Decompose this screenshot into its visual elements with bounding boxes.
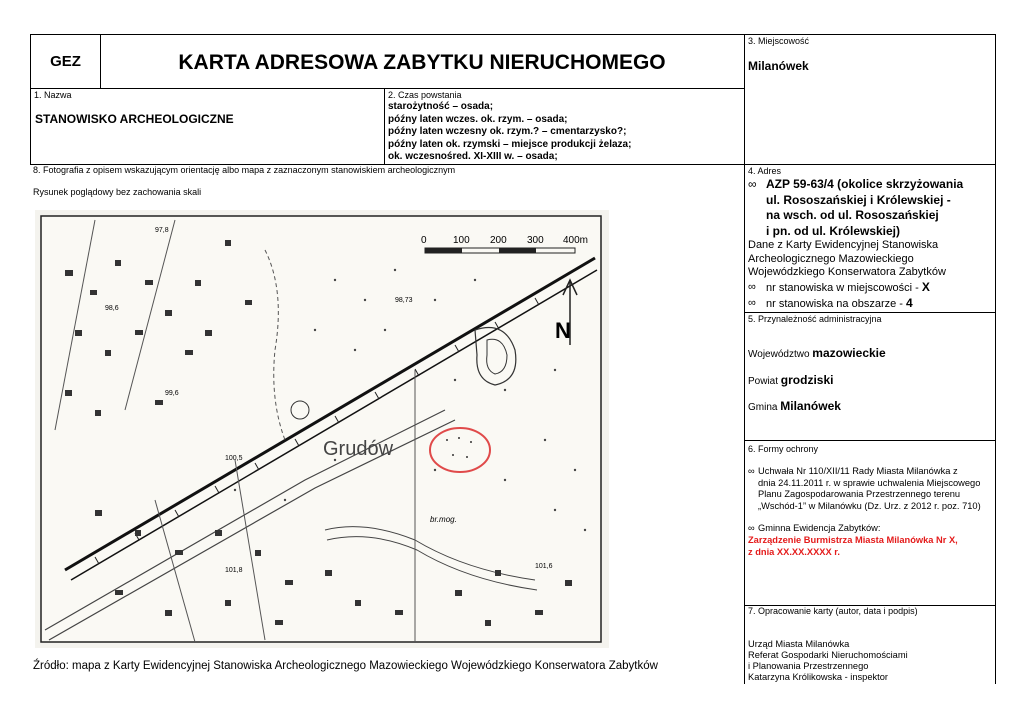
spot-height: 98,73 (395, 297, 413, 304)
spot-height: 101,8 (225, 567, 243, 574)
county-row (748, 373, 833, 387)
north-label: N (555, 318, 571, 343)
field-preparation (744, 605, 996, 684)
page-title: KARTA ADRESOWA ZABYTKU NIERUCHOMEGO (178, 51, 666, 74)
resolution-block (748, 466, 981, 512)
spot-height: 100,5 (225, 455, 243, 462)
county-value: grodziski (780, 373, 834, 387)
preparation-line: Katarzyna Królikowska - inspektor (748, 672, 889, 682)
card-source-line: Wojewódzkiego Konserwatora Zabytków (748, 266, 946, 278)
infinity-bullet-icon: ∞ (748, 281, 756, 293)
resolution-line: dnia 24.11.2011 r. w sprawie uchwalenia Miejscowego (758, 477, 981, 488)
voivodeship-value: mazowieckie (812, 346, 886, 360)
preparation-lines (748, 639, 908, 683)
name-label: 1. Nazwa (34, 90, 72, 100)
gez-label: GEZ (50, 53, 81, 70)
spot-height: 98,6 (105, 305, 119, 312)
infinity-bullet-icon: ∞ (748, 523, 755, 533)
photo-note: Rysunek poglądowy bez zachowania skali (33, 187, 202, 197)
resolution-item (748, 466, 981, 512)
commune-row (748, 399, 841, 413)
infinity-bullet-icon: ∞ (748, 177, 757, 191)
gez-cell (30, 34, 101, 89)
address-line: i pn. od ul. Królewskiej) (766, 223, 901, 238)
address-label: 4. Adres (748, 166, 782, 176)
preparation-line: Urząd Miasta Milanówka (748, 639, 850, 649)
date-line: późny laten wczesny ok. rzym.? – cmentarzysko?; (388, 126, 627, 137)
scale-label: 100 (453, 235, 470, 246)
card-source-line: Dane z Karty Ewidencyjnej Stanowiska (748, 239, 939, 251)
address-block (748, 177, 963, 239)
photo-label: 8. Fotografia z opisem wskazującym orientację albo mapa z zaznaczonym stanowiskiem archeologicznym (33, 165, 456, 175)
admin-label: 5. Przynależność administracyjna (748, 314, 882, 324)
field-name (30, 88, 385, 165)
scale-label: 300 (527, 235, 544, 246)
scale-label: 200 (490, 235, 507, 246)
preparation-label: 7. Opracowanie karty (autor, data i podpis) (748, 606, 918, 616)
date-line: starożytność – osada; (388, 101, 494, 112)
resolution-line: Uchwała Nr 110/XII/11 Rady Miasta Milanówka z (758, 466, 958, 476)
site-no-label: nr stanowiska w miejscowości - (766, 282, 922, 294)
archaeological-map (35, 210, 609, 648)
address-line: na wsch. od ul. Rososzańskiej (766, 208, 939, 222)
field-locality (744, 34, 996, 165)
locality-value: Milanówek (748, 59, 809, 73)
commune-label: Gmina (748, 402, 781, 413)
registry-line: z dnia XX.XX.XXXX r. (748, 546, 840, 557)
date-line: późny laten ok. rzymski – miejsce produkcji żelaza; (388, 138, 632, 150)
resolution-line: Planu Zagospodarowania Przestrzennego terenu (758, 489, 961, 499)
preparation-line: i Planowania Przestrzennego (748, 661, 869, 671)
area-no-item (748, 296, 930, 312)
field-photo (30, 164, 745, 684)
locality-label: 3. Miejscowość (748, 36, 810, 46)
date-line: ok. wczesnośred. XI-XIII w. – osada; (388, 151, 558, 162)
map-source: Źródło: mapa z Karty Ewidencyjnej Stanowiska Archeologicznego Mazowieckiego Wojewódzkiego Konserwatora Zabytków (33, 660, 658, 672)
field-address (744, 164, 996, 313)
card-source-line: Archeologicznego Mazowieckiego (748, 252, 914, 265)
map-place-name: Grudów (323, 438, 394, 460)
name-value: STANOWISKO ARCHEOLOGICZNE (35, 112, 234, 126)
field-protection (744, 440, 996, 606)
site-no-value: X (921, 280, 930, 294)
registry-line: Zarządzenie Burmistrza Miasta Milanówka Nr X, (748, 535, 958, 545)
infinity-bullet-icon: ∞ (748, 297, 756, 309)
protection-label: 6. Formy ochrony (748, 444, 819, 454)
scale-label: 400m (563, 235, 589, 246)
voivodeship-label: Województwo (748, 349, 813, 360)
title-cell (100, 34, 745, 89)
card-source-text (748, 239, 946, 280)
commune-value: Milanówek (780, 399, 841, 413)
field-date (384, 88, 745, 165)
site-no-item (748, 280, 930, 296)
voivodeship-row (748, 346, 886, 360)
address-line: ul. Rososzańskiej i Królewskiej - (766, 192, 951, 207)
spot-height: 99,6 (165, 390, 179, 397)
date-lines (388, 101, 631, 164)
resolution-line: „Wschód-1” w Milanówku (Dz. Urz. z 2012 r. poz. 710) (758, 500, 981, 511)
cemetery-label: br.mog. (430, 515, 457, 524)
area-no-label: nr stanowiska na obszarze - (766, 298, 907, 310)
field-administration (744, 312, 996, 441)
address-item (748, 177, 963, 239)
date-label: 2. Czas powstania (388, 90, 462, 100)
registry-decree (748, 535, 958, 558)
registry-label: Gminna Ewidencja Zabytków: (758, 523, 881, 533)
scale-label: 0 (421, 235, 427, 246)
registry-item (748, 523, 880, 535)
address-line: AZP 59-63/4 (okolice skrzyżowania (766, 177, 964, 191)
spot-height: 101,6 (535, 563, 553, 570)
registry-block (748, 523, 880, 535)
preparation-line: Referat Gospodarki Nieruchomościami (748, 650, 908, 660)
site-numbers (748, 280, 930, 312)
infinity-bullet-icon: ∞ (748, 466, 755, 476)
area-no-value: 4 (906, 296, 913, 310)
address-card (30, 34, 996, 684)
county-label: Powiat (748, 376, 781, 387)
date-line: późny laten wczes. ok. rzym. – osada; (388, 113, 568, 125)
spot-height: 97,8 (155, 227, 169, 234)
